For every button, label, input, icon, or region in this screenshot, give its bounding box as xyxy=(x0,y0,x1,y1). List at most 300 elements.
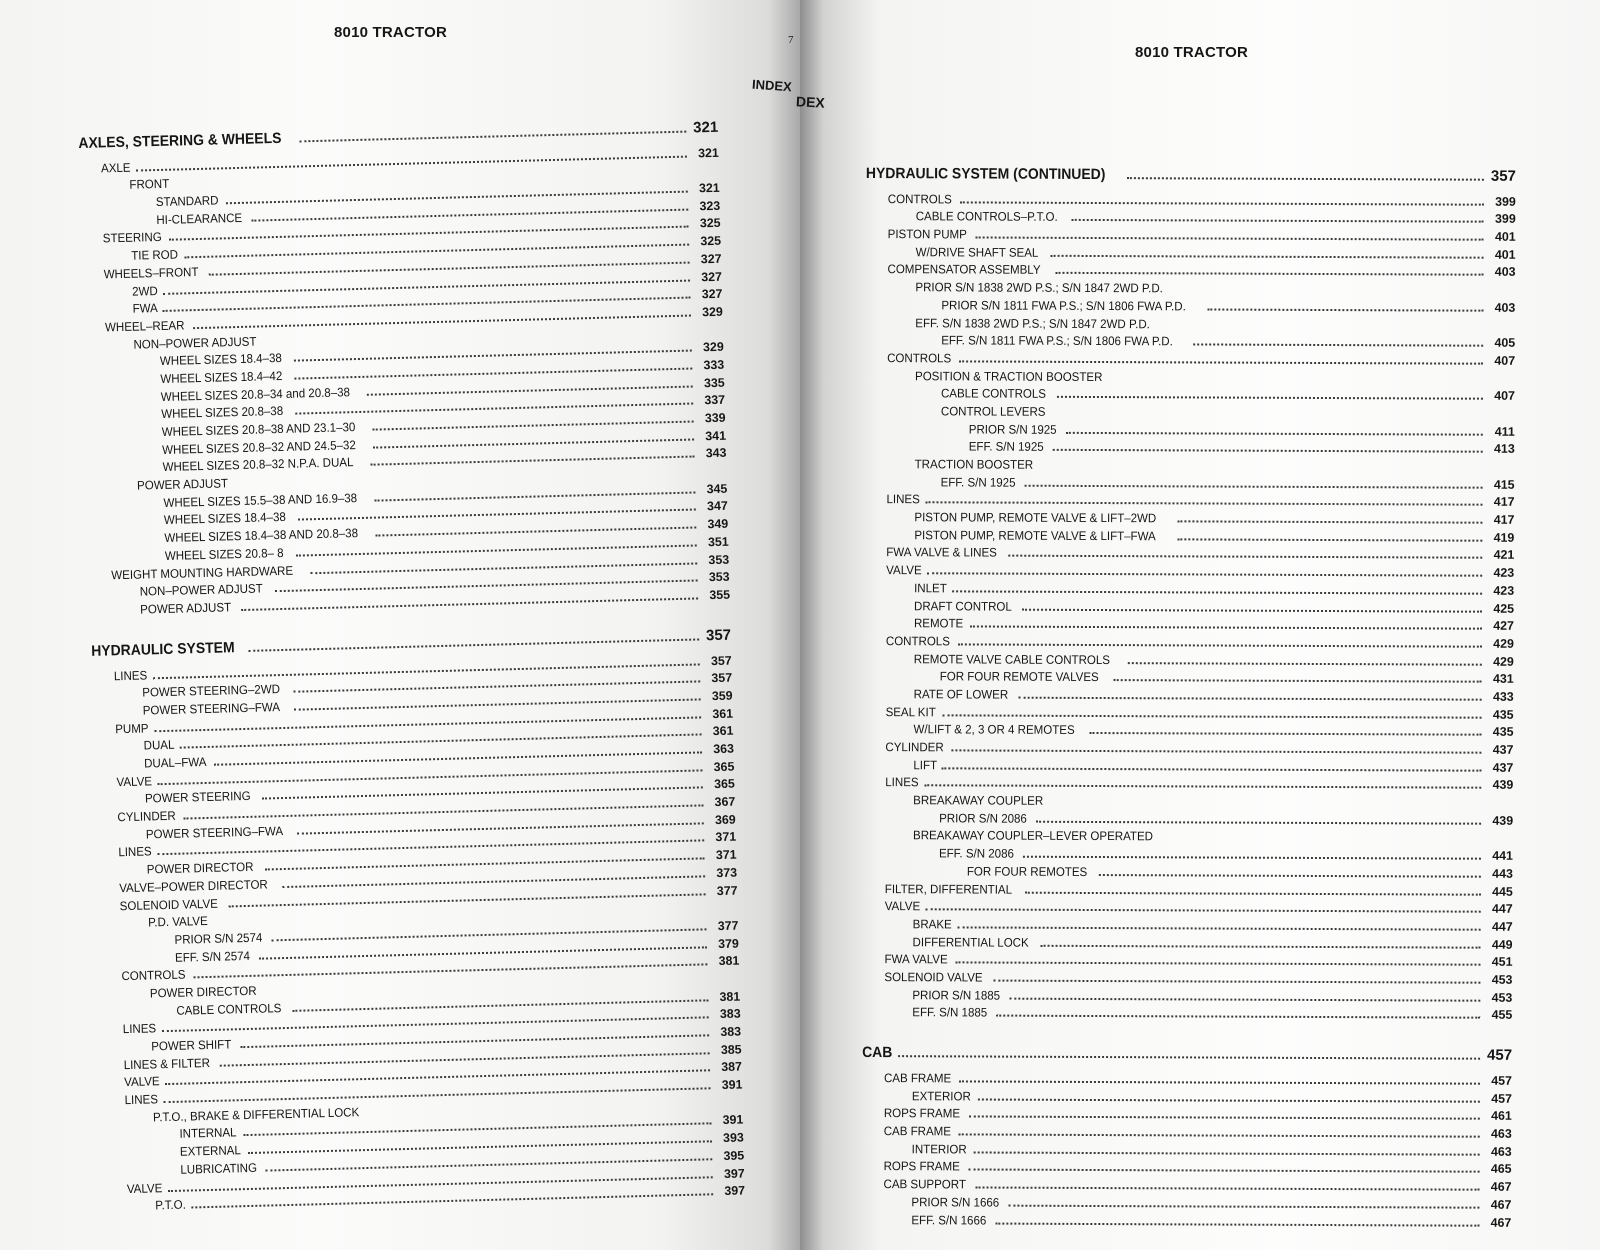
index-entry xyxy=(865,365,1515,386)
entry-label: PISTON PUMP, REMOTE VALVE & LIFT–2WD xyxy=(914,510,1157,526)
entry-label: VALVE xyxy=(126,1180,163,1196)
right-page-header: 8010 TRACTOR xyxy=(1135,44,1248,61)
entry-page-number: 327 xyxy=(701,286,723,302)
dot-leader xyxy=(926,908,1481,912)
entry-page-number: 453 xyxy=(1491,972,1513,987)
entry-label: FOR FOUR REMOTES xyxy=(966,864,1088,879)
index-entry xyxy=(865,259,1515,280)
entry-page-number: 325 xyxy=(699,216,721,231)
entry-page-number: 321 xyxy=(698,180,720,196)
entry-label: LINES & FILTER xyxy=(123,1055,211,1072)
entry-label: EFF. S/N 1811 FWA P.S.; S/N 1806 FWA P.D. xyxy=(941,333,1173,349)
entry-label: TRACTION BOOSTER xyxy=(914,457,1034,472)
entry-page-number: 439 xyxy=(1492,813,1514,828)
index-entry xyxy=(862,966,1512,987)
entry-page-number: 465 xyxy=(1490,1162,1512,1177)
dot-leader xyxy=(1066,432,1483,436)
index-heading-right: DEX xyxy=(795,93,826,111)
section-page-number: 357 xyxy=(1490,167,1516,185)
entry-page-number: 429 xyxy=(1493,654,1514,669)
index-entry xyxy=(863,931,1513,952)
entry-label: FRONT xyxy=(129,177,170,193)
entry-page-number: 433 xyxy=(1492,689,1514,704)
dot-leader xyxy=(959,1133,1480,1137)
entry-label: CABLE CONTROLS xyxy=(940,386,1047,402)
dot-leader xyxy=(1023,856,1481,860)
right-index-list xyxy=(861,158,1516,1229)
entry-label: SOLENOID VALVE xyxy=(884,970,983,985)
index-entry xyxy=(863,719,1513,740)
index-entry xyxy=(864,648,1514,669)
index-entry xyxy=(862,1002,1512,1023)
index-entry xyxy=(866,241,1516,262)
entry-label: POWER ADJUST xyxy=(140,600,232,617)
entry-page-number: 439 xyxy=(1492,778,1514,793)
entry-page-number: 419 xyxy=(1493,530,1515,545)
entry-page-number: 357 xyxy=(710,653,732,668)
index-entry xyxy=(862,1103,1512,1124)
entry-page-number: 369 xyxy=(714,812,736,827)
entry-label: POSITION & TRACTION BOOSTER xyxy=(915,368,1103,384)
entry-page-number: 407 xyxy=(1494,388,1515,404)
entry-page-number: 339 xyxy=(704,410,726,426)
entry-page-number: 355 xyxy=(709,587,731,603)
entry-label: EFF. S/N 1666 xyxy=(911,1212,987,1228)
entry-page-number: 423 xyxy=(1493,583,1515,598)
entry-label: DRAFT CONTROL xyxy=(914,598,1012,614)
dot-leader xyxy=(959,1080,1480,1084)
index-entry xyxy=(863,789,1513,810)
entry-label: NON–POWER ADJUST xyxy=(133,334,257,352)
entry-page-number: 427 xyxy=(1493,618,1514,634)
dot-leader xyxy=(993,979,1480,983)
entry-label: CAB FRAME xyxy=(883,1071,952,1086)
section-page-number: 357 xyxy=(705,626,732,645)
entry-page-number: 401 xyxy=(1494,229,1516,244)
index-entry xyxy=(864,612,1514,633)
index-entry xyxy=(865,471,1515,492)
entry-page-number: 379 xyxy=(717,936,740,951)
entry-label: STEERING xyxy=(102,230,162,246)
entry-page-number: 383 xyxy=(720,1024,742,1040)
entry-page-number: 387 xyxy=(721,1059,743,1075)
entry-page-number: 461 xyxy=(1491,1109,1512,1124)
dot-leader xyxy=(1193,344,1483,347)
section-page-number: 321 xyxy=(692,118,719,137)
entry-label: LUBRICATING xyxy=(180,1160,258,1177)
index-entry xyxy=(862,1138,1512,1159)
entry-label: WHEEL SIZES 18.4–38 AND 20.8–38 xyxy=(164,526,359,546)
index-entry xyxy=(862,984,1512,1005)
entry-label: REMOTE VALVE CABLE CONTROLS xyxy=(913,651,1111,667)
index-entry xyxy=(861,1173,1511,1194)
dot-leader xyxy=(1177,520,1482,523)
entry-page-number: 437 xyxy=(1492,742,1514,757)
entry-page-number: 435 xyxy=(1492,707,1514,722)
entry-page-number: 467 xyxy=(1490,1197,1512,1212)
index-entry xyxy=(862,1085,1512,1106)
entry-label: WHEEL SIZES 20.8– 8 xyxy=(164,545,284,563)
entry-label: CABLE CONTROLS xyxy=(176,1000,282,1018)
entry-label: PISTON PUMP, REMOTE VALVE & LIFT–FWA xyxy=(914,527,1156,544)
entry-page-number: 405 xyxy=(1494,335,1516,351)
entry-label: WHEEL SIZES 20.8–32 AND 24.5–32 xyxy=(161,437,356,457)
entry-label: ROPS FRAME xyxy=(883,1159,960,1174)
entry-label: PUMP xyxy=(115,721,149,736)
entry-label: POWER ADJUST xyxy=(136,476,229,493)
entry-page-number: 403 xyxy=(1494,265,1516,280)
entry-label: CONTROLS xyxy=(885,633,950,649)
entry-label: WHEEL SIZES 20.8–32 N.P.A. DUAL xyxy=(162,455,354,475)
index-entry xyxy=(864,683,1514,704)
dot-leader xyxy=(1071,219,1483,223)
entry-label: SEAL KIT xyxy=(885,704,936,719)
entry-label: EFF. S/N 2574 xyxy=(174,948,251,965)
entry-page-number: 371 xyxy=(715,830,737,845)
entry-label: LINES xyxy=(885,775,919,790)
entry-page-number: 445 xyxy=(1492,884,1513,899)
dot-leader xyxy=(969,1116,1480,1120)
entry-label: DUAL–FWA xyxy=(143,754,207,771)
entry-label: CABLE CONTROLS–P.T.O. xyxy=(915,209,1058,225)
entry-page-number: 343 xyxy=(705,446,727,461)
index-entry xyxy=(864,506,1514,527)
entry-label: BREAKAWAY COUPLER xyxy=(913,793,1044,808)
dot-leader xyxy=(1024,484,1482,488)
left-index-list xyxy=(78,112,745,1214)
entry-page-number: 435 xyxy=(1492,725,1514,740)
entry-label: LINES xyxy=(886,492,920,507)
index-entry xyxy=(864,595,1514,616)
entry-page-number: 361 xyxy=(712,723,734,739)
entry-page-number: 429 xyxy=(1493,636,1514,651)
index-entry xyxy=(865,294,1515,315)
entry-page-number: 403 xyxy=(1494,300,1516,315)
entry-label: PISTON PUMP xyxy=(887,227,967,242)
entry-label: WHEEL SIZES 20.8–38 AND 23.1–30 xyxy=(161,420,356,439)
entry-page-number: 377 xyxy=(717,918,739,933)
dot-leader xyxy=(951,749,1481,753)
entry-label: FOR FOUR REMOTE VALVES xyxy=(939,669,1099,685)
entry-label: CAB FRAME xyxy=(883,1124,952,1139)
section-title: HYDRAULIC SYSTEM xyxy=(91,639,235,660)
entry-label: WHEEL–REAR xyxy=(104,318,185,335)
entry-label: W/DRIVE SHAFT SEAL xyxy=(915,244,1039,260)
index-entry xyxy=(861,1209,1511,1230)
index-section xyxy=(91,620,745,1214)
entry-page-number: 347 xyxy=(706,499,728,514)
entry-page-number: 457 xyxy=(1491,1073,1513,1088)
entry-page-number: 383 xyxy=(719,1006,741,1022)
index-heading-left: INDEX xyxy=(751,76,793,95)
page-number: 7 xyxy=(788,34,794,46)
entry-page-number: 431 xyxy=(1493,671,1514,687)
index-entry xyxy=(862,1156,1512,1177)
entry-page-number: 363 xyxy=(713,741,735,757)
entry-page-number: 373 xyxy=(716,865,738,880)
dot-leader xyxy=(1040,944,1480,948)
section-title: AXLES, STEERING & WHEELS xyxy=(78,129,282,152)
entry-page-number: 329 xyxy=(702,339,724,355)
dot-leader xyxy=(970,626,1482,630)
entry-label: EFF. S/N 1925 xyxy=(968,439,1044,455)
entry-label: WHEEL SIZES 18.4–38 xyxy=(159,351,282,369)
entry-label: WEIGHT MOUNTING HARDWARE xyxy=(111,563,294,582)
right-page xyxy=(800,0,1600,1250)
index-entry xyxy=(865,383,1515,404)
entry-label: LINES xyxy=(118,844,152,860)
entry-page-number: 463 xyxy=(1490,1144,1512,1159)
entry-label: CYLINDER xyxy=(117,808,176,825)
entry-label: PRIOR S/N 1666 xyxy=(911,1195,1000,1210)
entry-page-number: 421 xyxy=(1493,548,1515,563)
entry-label: PRIOR S/N 2574 xyxy=(174,930,263,947)
entry-label: PRIOR S/N 1885 xyxy=(912,987,1001,1003)
dot-leader xyxy=(958,643,1482,647)
index-entry xyxy=(865,400,1515,421)
dot-leader xyxy=(1008,555,1482,559)
entry-label: WHEELS–FRONT xyxy=(103,264,199,282)
section-heading xyxy=(866,158,1516,185)
entry-label: FILTER, DIFFERENTIAL xyxy=(884,881,1013,897)
index-entry xyxy=(865,276,1515,297)
entry-label: TIE ROD xyxy=(131,247,179,263)
entry-page-number: 399 xyxy=(1495,194,1516,209)
dot-leader xyxy=(1010,997,1481,1001)
entry-label: EXTERNAL xyxy=(179,1143,241,1159)
entry-label: VALVE xyxy=(884,899,921,914)
entry-page-number: 351 xyxy=(707,534,729,550)
entry-label: RATE OF LOWER xyxy=(913,687,1009,702)
index-section xyxy=(861,1037,1512,1229)
entry-page-number: 325 xyxy=(700,233,722,249)
entry-page-number: 393 xyxy=(722,1130,744,1146)
entry-label: WHEEL SIZES 20.8–38 xyxy=(161,404,284,422)
index-entry xyxy=(866,223,1516,244)
entry-label: PRIOR S/N 2086 xyxy=(939,811,1027,826)
entry-page-number: 401 xyxy=(1494,247,1516,262)
entry-label: PRIOR S/N 1811 FWA P.S.; S/N 1806 FWA P.D. xyxy=(941,298,1186,314)
dot-leader xyxy=(995,1222,1479,1226)
entry-label: EFF. S/N 2086 xyxy=(938,846,1014,861)
entry-label: EFF. S/N 1925 xyxy=(940,475,1016,490)
dot-leader xyxy=(975,1187,1479,1191)
dot-leader xyxy=(924,785,1481,789)
entry-page-number: 463 xyxy=(1491,1126,1512,1141)
entry-page-number: 385 xyxy=(720,1042,742,1057)
dot-leader xyxy=(974,1151,1480,1155)
entry-page-number: 457 xyxy=(1491,1091,1512,1106)
entry-label: EFF. S/N 1885 xyxy=(912,1005,988,1020)
dot-leader xyxy=(1009,1204,1480,1208)
dot-leader xyxy=(952,590,1482,594)
entry-label: CONTROLS xyxy=(887,191,952,207)
entry-page-number: 333 xyxy=(703,357,725,373)
entry-label: WHEEL SIZES 15.5–38 AND 16.9–38 xyxy=(163,490,358,510)
entry-label: VALVE xyxy=(886,563,922,578)
entry-label: W/LIFT & 2, 3 OR 4 REMOTES xyxy=(913,722,1075,738)
dot-leader xyxy=(927,572,1482,576)
dot-leader xyxy=(1055,272,1483,276)
entry-page-number: 423 xyxy=(1493,565,1515,580)
entry-page-number: 451 xyxy=(1491,954,1513,970)
entry-page-number: 359 xyxy=(711,688,733,704)
index-entry xyxy=(865,329,1515,350)
entry-page-number: 341 xyxy=(705,428,727,443)
entry-label: SOLENOID VALVE xyxy=(119,896,219,913)
entry-page-number: 437 xyxy=(1492,760,1514,775)
entry-page-number: 467 xyxy=(1490,1179,1512,1194)
dot-leader xyxy=(1090,732,1482,736)
entry-label: REMOTE xyxy=(913,616,964,631)
section-heading xyxy=(862,1037,1512,1064)
entry-label: NON–POWER ADJUST xyxy=(139,581,263,599)
entry-label: LINES xyxy=(113,667,148,683)
entry-label: COMPENSATOR ASSEMBLY xyxy=(887,262,1041,278)
entry-label: P.D. VALVE xyxy=(147,914,208,930)
entry-page-number: 453 xyxy=(1491,990,1513,1005)
entry-label: BRAKE xyxy=(912,917,952,932)
entry-page-number: 327 xyxy=(700,251,722,267)
dot-leader xyxy=(978,1098,1480,1102)
dot-leader xyxy=(1114,679,1482,683)
entry-label: INTERIOR xyxy=(911,1141,967,1157)
index-entry xyxy=(865,312,1515,333)
entry-label: P.T.O., BRAKE & DIFFERENTIAL LOCK xyxy=(152,1104,360,1125)
dot-leader xyxy=(898,1055,1481,1060)
entry-page-number: 443 xyxy=(1492,866,1513,881)
entry-label: POWER STEERING–2WD xyxy=(142,682,281,700)
dot-leader xyxy=(1128,662,1482,666)
entry-page-number: 447 xyxy=(1492,901,1513,917)
dot-leader xyxy=(1207,308,1483,311)
entry-label: ROPS FRAME xyxy=(883,1106,961,1121)
dot-leader xyxy=(1051,255,1484,259)
entry-page-number: 329 xyxy=(701,304,724,320)
entry-label: FWA xyxy=(132,301,158,316)
index-entry xyxy=(864,666,1514,687)
entry-page-number: 407 xyxy=(1494,353,1516,368)
dot-leader xyxy=(191,1193,713,1208)
entry-page-number: 417 xyxy=(1493,495,1515,510)
dot-leader xyxy=(969,1169,1480,1173)
dot-leader xyxy=(976,237,1484,241)
entry-page-number: 425 xyxy=(1493,601,1515,616)
entry-page-number: 349 xyxy=(707,516,729,532)
entry-label: POWER STEERING–FWA xyxy=(145,823,284,842)
dot-leader xyxy=(1018,697,1481,701)
left-page-header: 8010 TRACTOR xyxy=(334,24,447,41)
entry-page-number: 365 xyxy=(713,759,735,774)
entry-page-number: 381 xyxy=(719,989,741,1004)
entry-label: PRIOR S/N 1838 2WD P.S.; S/N 1847 2WD P.D. xyxy=(915,280,1163,296)
entry-page-number: 415 xyxy=(1493,477,1515,492)
entry-label: 2WD xyxy=(131,283,158,299)
entry-page-number: 397 xyxy=(723,1165,745,1181)
entry-label: P.T.O. xyxy=(155,1197,186,1213)
entry-label: CONTROLS xyxy=(121,967,186,984)
index-entry xyxy=(861,1191,1511,1212)
entry-label: VALVE xyxy=(123,1074,160,1090)
entry-label: FWA VALVE & LINES xyxy=(886,545,997,561)
entry-label: STANDARD xyxy=(155,193,219,210)
entry-page-number: 397 xyxy=(724,1183,746,1199)
entry-page-number: 337 xyxy=(704,393,726,408)
entry-label: CONTROL LEVERS xyxy=(940,404,1046,419)
entry-label: POWER STEERING–FWA xyxy=(142,700,281,718)
entry-page-number: 377 xyxy=(716,883,738,898)
dot-leader xyxy=(996,1015,1480,1019)
entry-page-number: 353 xyxy=(708,552,730,567)
dot-leader xyxy=(955,962,1480,966)
dot-leader xyxy=(959,360,1483,364)
entry-page-number: 467 xyxy=(1490,1215,1512,1230)
entry-label: CAB SUPPORT xyxy=(883,1177,966,1192)
entry-label: WHEEL SIZES 18.4–38 xyxy=(163,510,287,528)
entry-label: BREAKAWAY COUPLER–LEVER OPERATED xyxy=(913,828,1153,844)
entry-page-number: 321 xyxy=(697,145,720,161)
entry-label: EXTERIOR xyxy=(911,1088,971,1104)
entry-label: DIFFERENTIAL LOCK xyxy=(912,934,1029,950)
entry-label: INTERNAL xyxy=(179,1125,237,1142)
entry-label: HI-CLEARANCE xyxy=(156,210,243,227)
entry-page-number: 361 xyxy=(712,706,734,721)
entry-label: POWER STEERING xyxy=(144,789,251,806)
section-title: CAB xyxy=(862,1044,893,1062)
index-entry xyxy=(863,878,1513,899)
dot-leader xyxy=(1057,396,1483,400)
entry-label: WHEEL SIZES 18.4–42 xyxy=(160,368,283,386)
entry-page-number: 345 xyxy=(706,481,728,496)
index-entry xyxy=(863,842,1513,863)
entry-label: EFF. S/N 1838 2WD P.S.; S/N 1847 2WD P.D. xyxy=(915,315,1150,331)
section-title: HYDRAULIC SYSTEM (CONTINUED) xyxy=(865,164,1106,184)
entry-page-number: 353 xyxy=(708,569,730,585)
index-section xyxy=(78,112,730,618)
entry-label: VALVE xyxy=(116,774,153,789)
entry-page-number: 399 xyxy=(1495,212,1516,227)
entry-label: VALVE–POWER DIRECTOR xyxy=(119,877,268,896)
entry-page-number: 411 xyxy=(1494,424,1515,439)
entry-page-number: 417 xyxy=(1493,512,1515,527)
entry-label: POWER DIRECTOR xyxy=(146,859,254,877)
entry-label: POWER DIRECTOR xyxy=(149,983,257,1001)
index-entry xyxy=(863,825,1513,846)
entry-page-number: 441 xyxy=(1492,848,1513,863)
dot-leader xyxy=(1126,177,1484,181)
index-section xyxy=(862,158,1516,1022)
entry-page-number: 335 xyxy=(703,375,725,390)
entry-page-number: 395 xyxy=(723,1148,745,1163)
entry-page-number: 371 xyxy=(715,847,737,863)
dot-leader xyxy=(960,201,1484,205)
index-entry xyxy=(865,453,1515,474)
index-entry xyxy=(863,807,1513,828)
entry-page-number: 413 xyxy=(1494,442,1515,457)
entry-label: PRIOR S/N 1925 xyxy=(968,422,1057,437)
entry-page-number: 357 xyxy=(711,670,733,686)
entry-page-number: 323 xyxy=(699,198,721,214)
dot-leader xyxy=(1177,538,1482,541)
entry-page-number: 455 xyxy=(1491,1008,1513,1023)
dot-leader xyxy=(1025,891,1481,895)
entry-label: LINES xyxy=(122,1021,157,1037)
entry-page-number: 449 xyxy=(1491,937,1513,952)
dot-leader xyxy=(943,714,1482,718)
index-entry xyxy=(864,524,1514,545)
entry-label: DUAL xyxy=(143,738,175,753)
entry-page-number: 381 xyxy=(718,953,740,969)
